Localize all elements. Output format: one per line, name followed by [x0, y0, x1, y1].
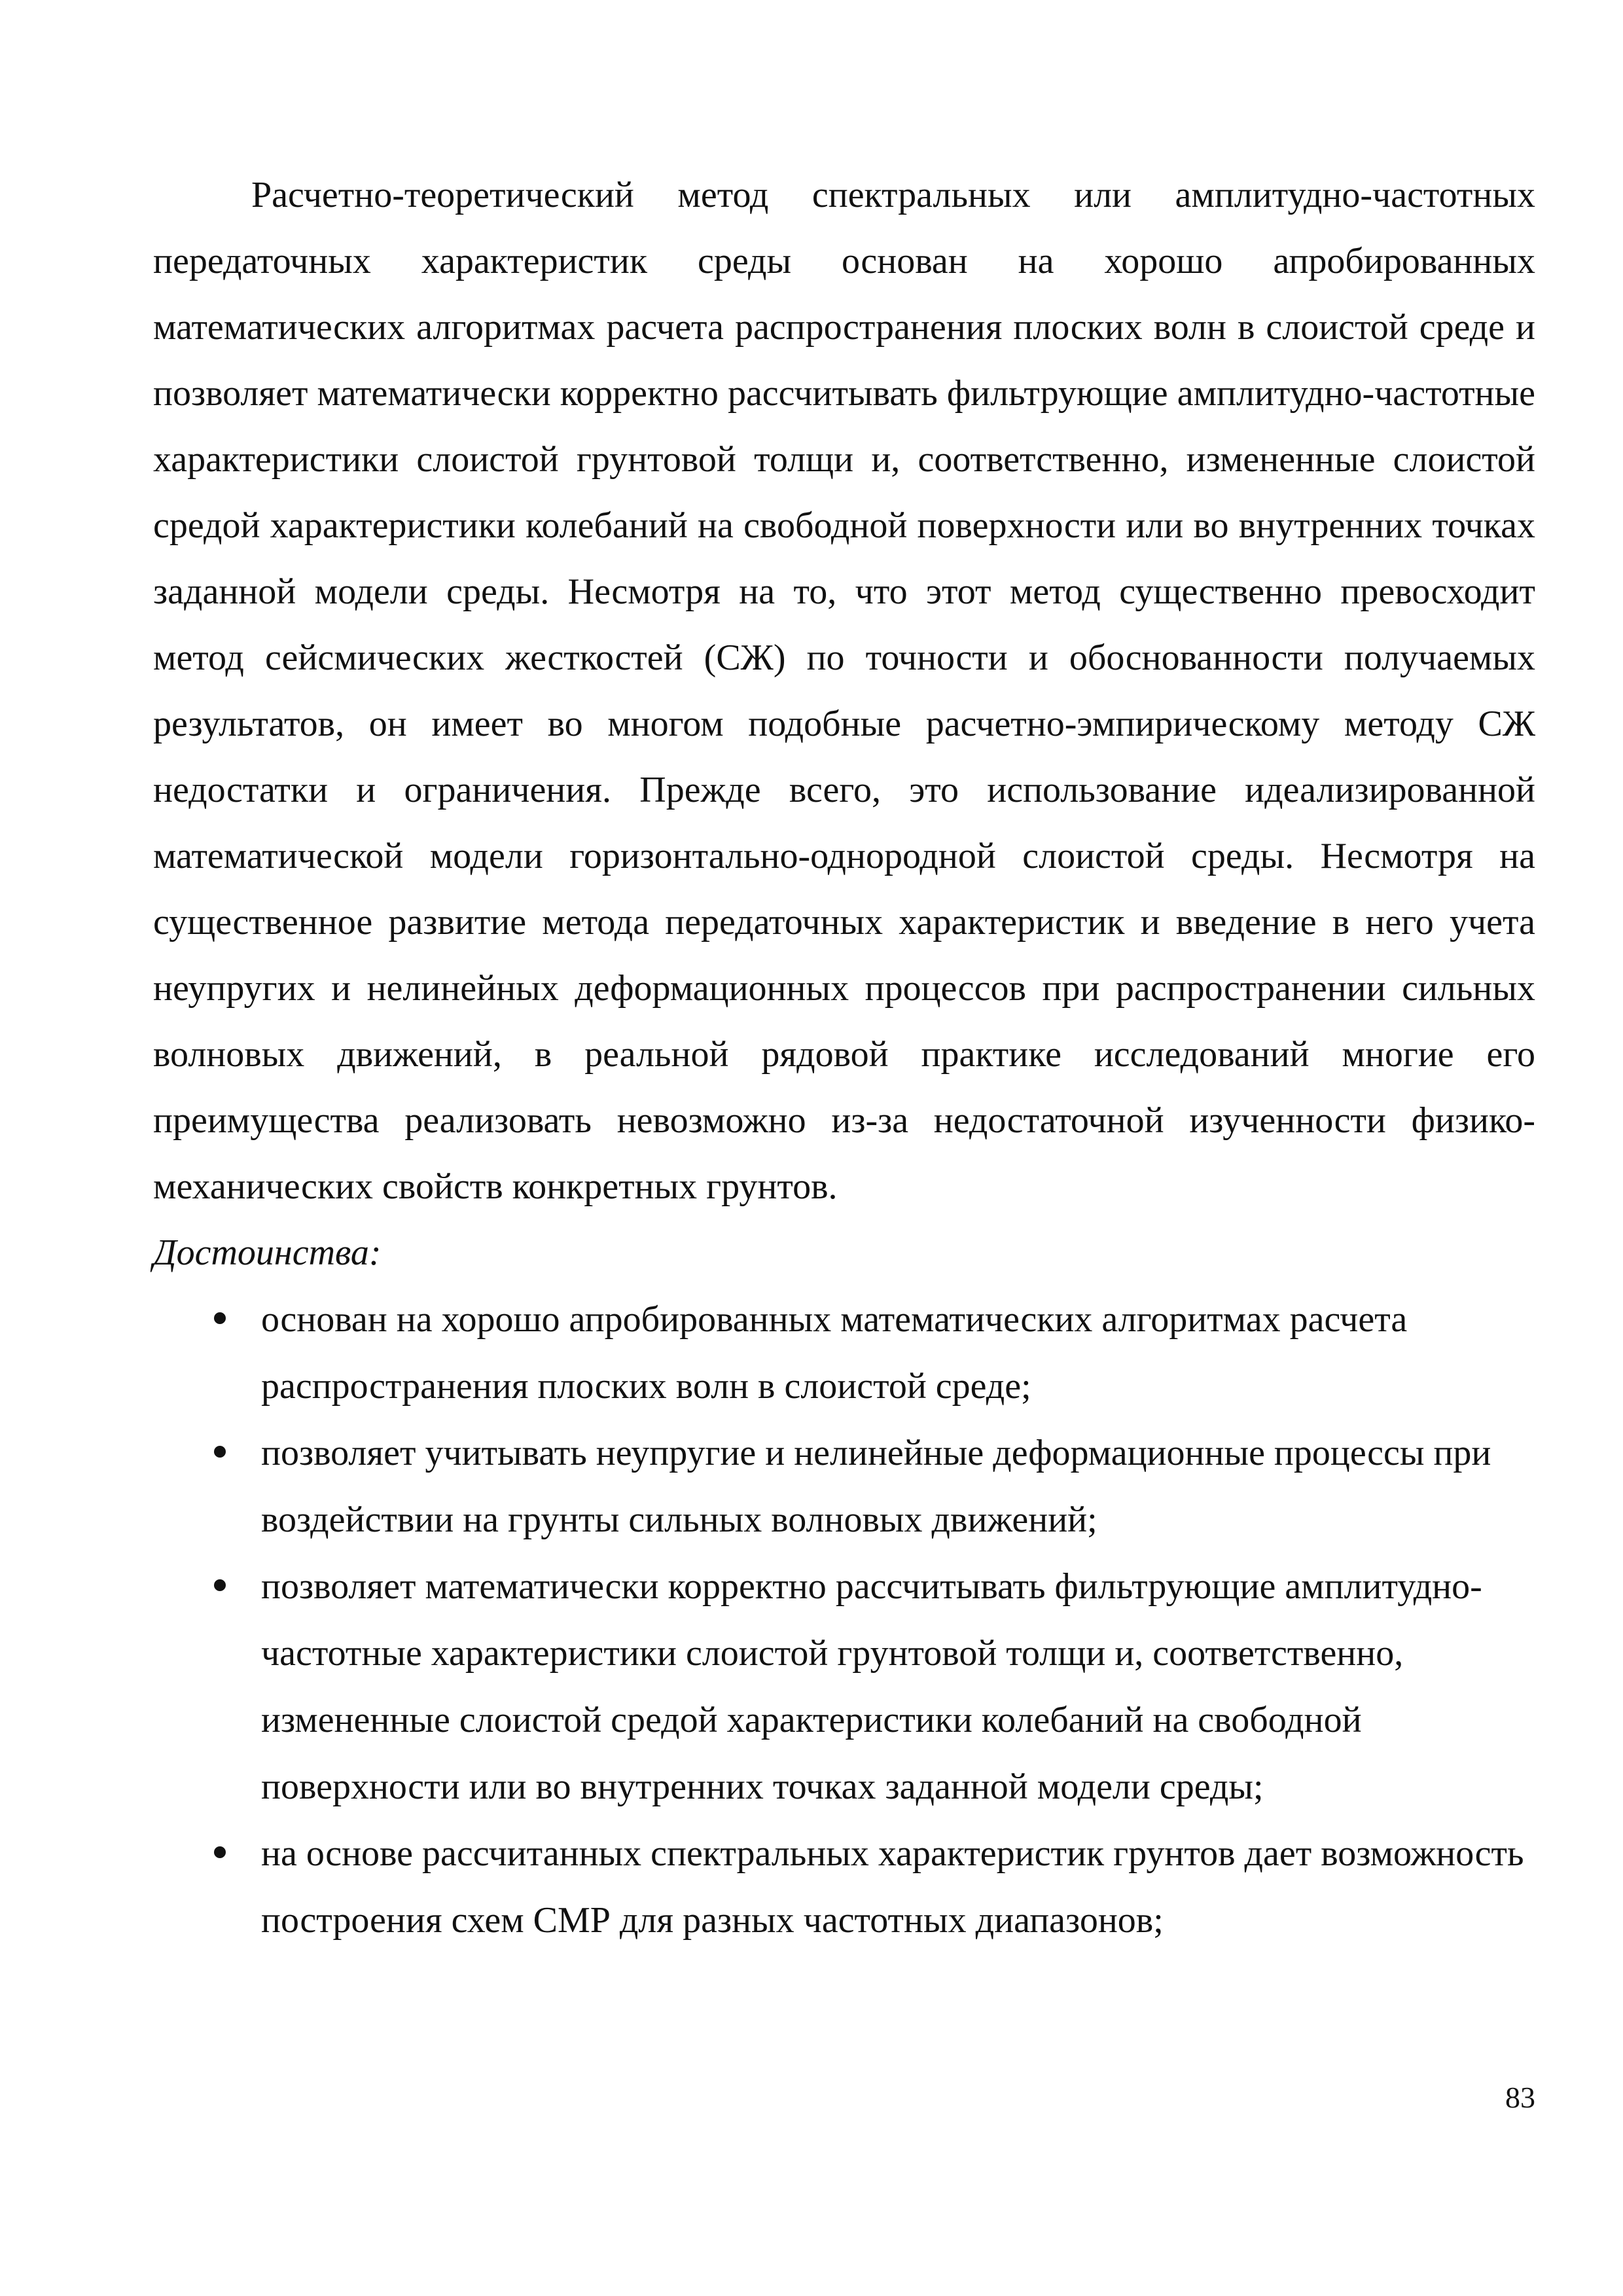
- list-item: [153, 1820, 1535, 1954]
- list-item-text: позволяет учитывать неупругие и нелинейные деформационные процессы при воздействии на грунты сильных волновых движений;: [261, 1433, 1491, 1540]
- bullet-icon: [214, 1446, 226, 1458]
- bullet-icon: [214, 1846, 226, 1858]
- list-item-text: на основе рассчитанных спектральных характеристик грунтов дает возможность построения схем СМР для разных частотных диапазонов;: [261, 1833, 1524, 1941]
- page-content: [153, 162, 1535, 1954]
- list-item-text: основан на хорошо апробированных математических алгоритмах расчета распространения плоских волн в слоистой среде;: [261, 1299, 1408, 1407]
- page-number: 83: [1505, 2081, 1535, 2114]
- main-paragraph: Расчетно-теоретический метод спектральных или амплитудно-частотных передаточных характеристик среды основан на хорошо апробированных математических алгоритмах расчета распространения плоских волн в слоистой среде и позволяет математически корректно рассчитывать фильтрующие амплитудно-частотные характеристики слоистой грунтовой толщи и, соответственно, измененные слоистой средой характеристики колебаний на свободной поверхности или во внутренних точках заданной модели среды. Несмотря на то, что этот метод существенно превосходит метод сейсмических жесткостей (СЖ) по точности и обоснованности получаемых результатов, он имеет во многом подобные расчетно-эмпирическому методу СЖ недостатки и ограничения. Прежде всего, это использование идеализированной математической модели горизонтально-однородной слоистой среды. Несмотря на существенное развитие метода передаточных характеристик и введение в него учета неупругих и нелинейных деформационных процессов при распространении сильных волновых движений, в реальной рядовой практике исследований многие его преимущества реализовать невозможно из-за недостаточной изученности физико-механических свойств конкретных грунтов.: [153, 175, 1535, 1207]
- bullet-icon: [214, 1312, 226, 1324]
- advantages-list: [153, 1286, 1535, 1954]
- list-item-text: позволяет математически корректно рассчитывать фильтрующие амплитудно-частотные характеристики слоистой грунтовой толщи и, соответственно, измененные слоистой средой характеристики колебаний на свободной поверхности или во внутренних точках заданной модели среды;: [261, 1566, 1482, 1807]
- bullet-icon: [214, 1579, 226, 1591]
- list-item: [153, 1420, 1535, 1553]
- advantages-heading: Достоинства:: [153, 1232, 382, 1273]
- list-item: [153, 1553, 1535, 1820]
- list-item: [153, 1286, 1535, 1420]
